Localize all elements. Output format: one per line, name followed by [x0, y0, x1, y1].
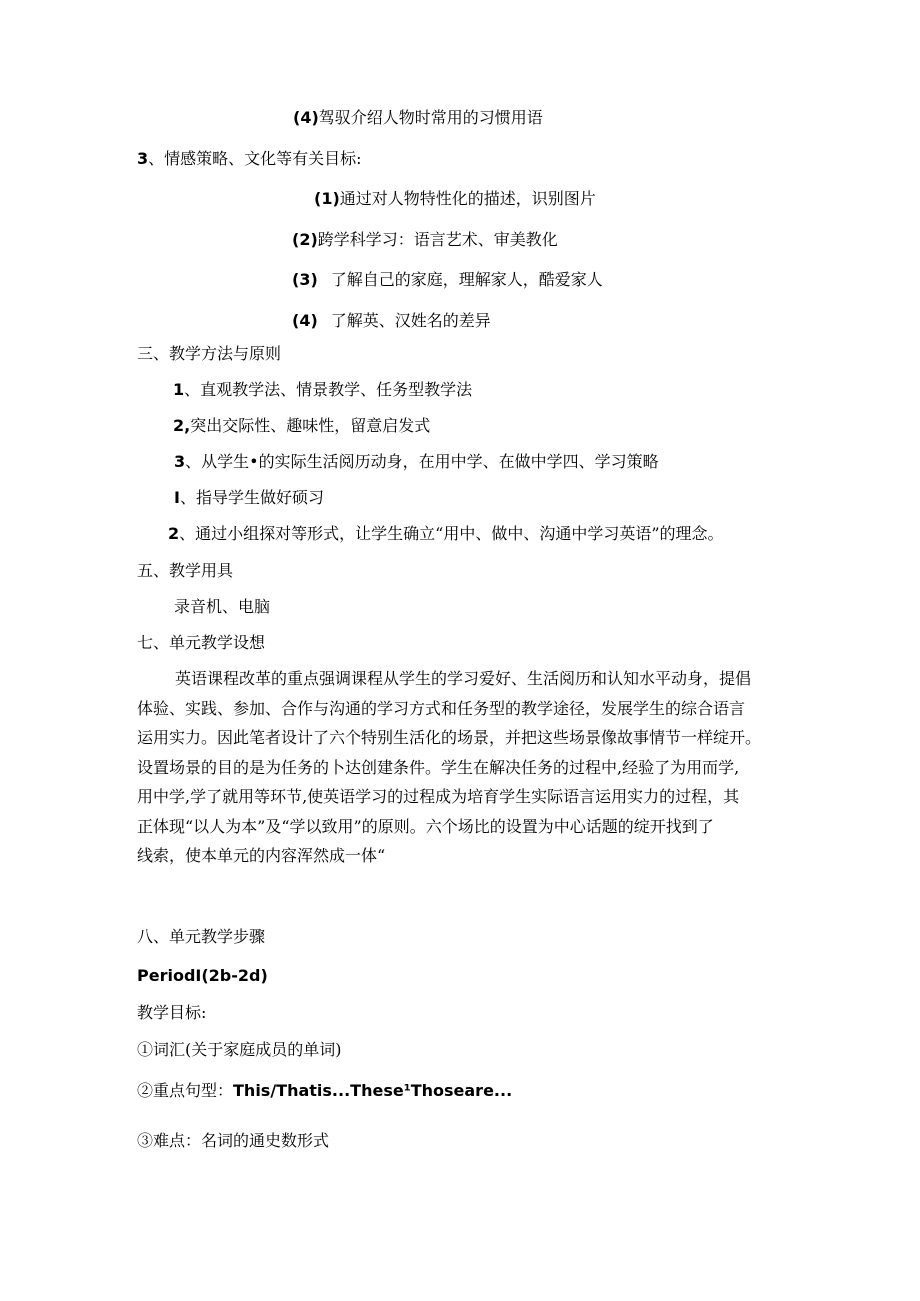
paragraph-line: 英语课程改革的重点强调课程从学生的学习爱好、生活阅历和认知水平动身，提倡 — [175, 669, 752, 688]
item-number: 2 — [168, 524, 180, 543]
item-number: (4) — [292, 311, 318, 330]
paragraph-line: 正体现“以人为本”及“学以致用”的原则。六个场比的设置为中心话题的绽开找到了 — [137, 816, 714, 836]
item-text: 、从学生•的实际生活阅历动身，在用中学、在做中学四、学习策略 — [185, 452, 659, 471]
strategy-1 — [174, 487, 324, 509]
affective-goal-4 — [292, 310, 491, 332]
paragraph-line: 用中学,学了就用等环节,使英语学习的过程成为培育学生实际语言运用实力的过程，其 — [137, 787, 740, 806]
item-text: 、指导学生做好硕习 — [179, 488, 324, 507]
period-title: PeriodI(2b-2d) — [137, 966, 268, 985]
objective-vocabulary: ①词汇(关于家庭成员的单词) — [137, 1040, 342, 1059]
item-number: (1) — [314, 189, 340, 208]
section-5-tools-heading: 五、教学用具 — [137, 561, 234, 580]
item-number: (3) — [292, 270, 318, 289]
paragraph-line: 线索，使本单元的内容浑然成一体“ — [137, 846, 386, 865]
method-2 — [173, 415, 430, 437]
section-7-design-heading: 七、单元教学设想 — [137, 633, 266, 652]
affective-goal-3 — [292, 269, 603, 291]
item-text: 、直观教学法、情景教学、任务型教学法 — [184, 380, 473, 399]
item-text: ②重点句型： — [137, 1081, 234, 1100]
paragraph-line: 体验、实践、参加、合作与沟通的学习方式和任务型的教学途径，发展学生的综合语言 — [137, 698, 746, 718]
teaching-objectives-label: 教学目标: — [137, 1003, 207, 1022]
item-number: 2, — [173, 416, 191, 435]
tools-list: 录音机、电脑 — [174, 597, 271, 616]
item-text: 驾驭介绍人物时常用的习惯用语 — [318, 108, 543, 127]
objective-difficulty: ③难点：名词的通史数形式 — [137, 1131, 330, 1150]
paragraph-line: 运用实力。因此笔者设计了六个特别生活化的场景，并把这些场景像故事情节一样绽开。 — [137, 728, 762, 747]
method-3 — [174, 451, 659, 473]
item-number: 1 — [173, 380, 185, 399]
affective-goal-1 — [314, 188, 596, 210]
item-text: 、通过小组探对等形式，让学生确立“用中、做中、沟通中学习英语”的理念。 — [179, 524, 724, 543]
item-number: 3 — [174, 452, 186, 471]
item-text: 通过对人物特性化的描述，识别图片 — [339, 189, 596, 208]
method-1 — [173, 379, 472, 401]
section-3-methods-heading: 三、教学方法与原则 — [137, 344, 282, 363]
paragraph-line: 设置场景的目的是为任务的卜达创建条件。学生在解决任务的过程中,经验了为用而学, — [137, 757, 740, 777]
section-3-affective-goals — [137, 148, 362, 170]
item-text: 跨学科学习：语言艺术、审美教化 — [317, 230, 558, 249]
item-text: 、情感策略、文化等有关目标: — [148, 149, 362, 168]
item-number: I — [174, 488, 180, 507]
objective-4-habitual-expressions — [293, 107, 543, 129]
sentence-patterns: This/Thatis...These¹Thoseare... — [233, 1081, 513, 1100]
item-number: 3 — [137, 149, 149, 168]
objective-sentence-patterns — [137, 1080, 512, 1102]
item-number: (2) — [292, 230, 318, 249]
strategy-2 — [168, 523, 724, 545]
item-text: 了解英、汉姓名的差异 — [330, 311, 491, 330]
item-number: (4) — [293, 108, 319, 127]
item-text: 突出交际性、趣味性，留意启发式 — [190, 416, 431, 435]
section-8-steps-heading: 八、单元教学步骤 — [137, 927, 266, 946]
item-text: 了解自己的家庭，理解家人，酷爱家人 — [330, 270, 603, 289]
affective-goal-2 — [292, 229, 558, 251]
design-paragraph — [137, 664, 787, 871]
